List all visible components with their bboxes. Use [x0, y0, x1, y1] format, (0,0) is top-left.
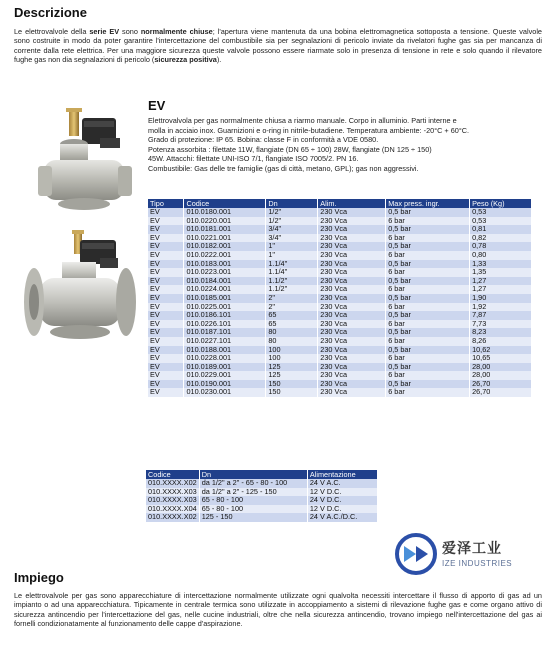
logo-text-english: IZE INDUSTRIES	[442, 559, 513, 568]
table-cell: 010.0223.001	[184, 268, 266, 277]
table-cell: 010.0222.001	[184, 251, 266, 260]
table-cell: 1.1/4"	[266, 260, 318, 269]
table-cell: 1,35	[470, 268, 532, 277]
table-cell: 010.0187.101	[184, 328, 266, 337]
table-cell: 7,73	[470, 320, 532, 329]
table-cell: EV	[148, 260, 184, 269]
descrizione-text-1: Le elettrovalvole della	[14, 27, 90, 36]
table-cell: 010.0228.001	[184, 354, 266, 363]
table-cell: 010.XXXX.X02	[146, 513, 199, 522]
table-cell: EV	[148, 277, 184, 286]
column-header: Codice	[184, 199, 266, 208]
table-cell: 0,5 bar	[386, 225, 470, 234]
table-cell: 80	[266, 328, 318, 337]
table-cell: 24 V A.C.	[307, 479, 377, 488]
table-cell: 010.0230.001	[184, 388, 266, 397]
table-cell: 1,27	[470, 285, 532, 294]
table-cell: 1,33	[470, 260, 532, 269]
table-cell: 1"	[266, 242, 318, 251]
table-cell: 7,87	[470, 311, 532, 320]
table-cell: 65 - 80 - 100	[199, 505, 307, 514]
table-cell: 230 Vca	[318, 234, 386, 243]
table-cell: EV	[148, 285, 184, 294]
table-cell: 0,80	[470, 251, 532, 260]
table-cell: 125 - 150	[199, 513, 307, 522]
table-cell: EV	[148, 346, 184, 355]
ev-models-table	[148, 199, 532, 397]
table-cell: 0,82	[470, 234, 532, 243]
table-cell: 1"	[266, 251, 318, 260]
table-cell: 3/4"	[266, 225, 318, 234]
table-cell: 0,5 bar	[386, 363, 470, 372]
table-cell: 6 bar	[386, 320, 470, 329]
table-cell: 230 Vca	[318, 380, 386, 389]
table-cell: 1.1/2"	[266, 277, 318, 286]
descrizione-text-4: ).	[216, 55, 222, 65]
table-cell: 1,27	[470, 277, 532, 286]
table-cell: EV	[148, 337, 184, 346]
table-cell: 010.0190.001	[184, 380, 266, 389]
table-cell: 6 bar	[386, 337, 470, 346]
table-cell: 80	[266, 337, 318, 346]
power-supply-table	[146, 470, 378, 522]
impiego-paragraph: Le elettrovalvole per gas sono apparecchiature di intercettazione normalmente utilizzate ogni qualvolta necessiti intercettare il flusso di apporto di gas ad un impianto o ad una apparecchiatura. Tipicamente in centrale termica sono utilizzate in accoppiamento a sistemi di rilevazione fughe gas e come organo attivo di sicurezza antincendio per l'intercettazione del gas, nelle cucine industriali, oltre che nella sicurezza antincendio, trovano impiego nell'intercettazione del gas ai fornelli condizionatamente al funzionamento delle cappe d'aspirazione.	[14, 591, 542, 629]
table-cell: 010.0180.001	[184, 208, 266, 217]
table-cell: EV	[148, 268, 184, 277]
table-cell: da 1/2" a 2" - 65 - 80 - 100	[199, 479, 307, 488]
column-header: Max press. ingr.	[386, 199, 470, 208]
column-header: Dn	[199, 470, 307, 479]
table-cell: EV	[148, 354, 184, 363]
table-cell: 65 - 80 - 100	[199, 496, 307, 505]
table-cell: 65	[266, 311, 318, 320]
table-cell: 010.0224.001	[184, 285, 266, 294]
descrizione-text-3: ; l'apertura viene mantenuta da una bobina elettromagnetica sottoposta a tensione. Queste valvole sono costruite in modo da poter garantire l'intercettazione del combustibile sia per segnalazioni di pericolo inviate da rivelatori fughe gas sia per mancanza di corrente dalla rete elettrica. Per una maggiore sicurezza queste valvole possono essere riarmate solo in presenza di tensione in rete e solo quando il rilevatore fughe gas non dia segnalazioni di pericolo (	[14, 27, 542, 65]
ev-line: Elettrovalvola per gas normalmente chiusa a riarmo manuale. Corpo in alluminio. Parti interne e	[148, 116, 457, 125]
table-cell: 010.0185.001	[184, 294, 266, 303]
table-cell: 0,81	[470, 225, 532, 234]
section-title-impiego: Impiego	[14, 570, 64, 585]
table-cell: 12 V D.C.	[307, 488, 377, 497]
table-cell: 230 Vca	[318, 260, 386, 269]
table-cell: 230 Vca	[318, 251, 386, 260]
descrizione-bold-chiuse: normalmente chiuse	[140, 27, 213, 36]
table-cell: 0,78	[470, 242, 532, 251]
table-cell: 0,5 bar	[386, 311, 470, 320]
table-cell: 230 Vca	[318, 268, 386, 277]
table-cell: 0,5 bar	[386, 346, 470, 355]
table-cell: 230 Vca	[318, 337, 386, 346]
table-cell: 010.0186.101	[184, 311, 266, 320]
table-cell: EV	[148, 208, 184, 217]
table-cell: 28,00	[470, 371, 532, 380]
table-cell: 230 Vca	[318, 320, 386, 329]
table-cell: 12 V D.C.	[307, 505, 377, 514]
table-cell: 0,5 bar	[386, 380, 470, 389]
table-cell: 1/2"	[266, 208, 318, 217]
table-cell: 0,5 bar	[386, 328, 470, 337]
ev-line: 45W. Attacchi: filettate UNI-ISO 7/1, flangiate ISO 7005/2. PN 16.	[148, 154, 359, 164]
table-cell: 010.0184.001	[184, 277, 266, 286]
table-cell: 6 bar	[386, 251, 470, 260]
table-cell: 6 bar	[386, 285, 470, 294]
table-cell: EV	[148, 320, 184, 329]
descrizione-text-2: sono	[119, 27, 141, 36]
table-cell: EV	[148, 251, 184, 260]
table-cell: 010.0226.101	[184, 320, 266, 329]
logo-text-chinese: 爱泽工业	[442, 540, 502, 556]
table-cell: 10,62	[470, 346, 532, 355]
column-header: Codice	[146, 470, 199, 479]
table-cell: 010.XXXX.X04	[146, 505, 199, 514]
table-cell: 010.0181.001	[184, 225, 266, 234]
column-header: Peso (Kg)	[470, 199, 532, 208]
table-cell: 010.0220.001	[184, 217, 266, 226]
ev-description	[148, 116, 540, 174]
table-cell: 230 Vca	[318, 285, 386, 294]
column-header: Alimentazione	[307, 470, 377, 479]
table-cell: EV	[148, 294, 184, 303]
table-cell: 230 Vca	[318, 328, 386, 337]
table-cell: 6 bar	[386, 388, 470, 397]
table-cell: 0,5 bar	[386, 242, 470, 251]
table-cell: 230 Vca	[318, 303, 386, 312]
table-cell: 230 Vca	[318, 242, 386, 251]
table-cell: EV	[148, 380, 184, 389]
table-cell: EV	[148, 303, 184, 312]
flanged-valve-image	[20, 228, 140, 348]
table-cell: 6 bar	[386, 268, 470, 277]
table-cell: 150	[266, 380, 318, 389]
table-cell: EV	[148, 311, 184, 320]
table-cell: EV	[148, 217, 184, 226]
table-cell: EV	[148, 388, 184, 397]
table-cell: 230 Vca	[318, 371, 386, 380]
ev-line: Grado di protezione: IP 65. Bobina: classe F in conformità a VDE 0580.	[148, 135, 379, 145]
table-cell: 0,5 bar	[386, 208, 470, 217]
table-cell: 10,65	[470, 354, 532, 363]
table-cell: 010.0225.001	[184, 303, 266, 312]
table-cell: 6 bar	[386, 303, 470, 312]
table-cell: 230 Vca	[318, 354, 386, 363]
table-cell: 1.1/4"	[266, 268, 318, 277]
table-cell: 0,5 bar	[386, 294, 470, 303]
column-header: Dn	[266, 199, 318, 208]
table-cell: 0,5 bar	[386, 277, 470, 286]
table-cell: 010.XXXX.X02	[146, 479, 199, 488]
table-cell: 24 V D.C.	[307, 496, 377, 505]
section-title-descrizione: Descrizione	[14, 5, 87, 20]
ev-line: molla in acciaio inox. Guarnizioni e o-ring in nitrile-butadiene. Temperatura ambiente: -20°C + 60°C.	[148, 125, 470, 135]
descrizione-bold-sicurezza: sicurezza positiva	[154, 55, 217, 65]
table-cell: 010.0221.001	[184, 234, 266, 243]
table-cell: 010.0229.001	[184, 371, 266, 380]
table-cell: 2"	[266, 303, 318, 312]
table-cell: 2"	[266, 294, 318, 303]
table-cell: 8,23	[470, 328, 532, 337]
table-cell: 65	[266, 320, 318, 329]
table-cell: 010.0188.001	[184, 346, 266, 355]
descrizione-paragraph	[14, 27, 542, 65]
table-cell: 0,53	[470, 217, 532, 226]
table-cell: 0,5 bar	[386, 260, 470, 269]
table-row	[146, 513, 378, 522]
table-cell: 150	[266, 388, 318, 397]
ev-line: Potenza assorbita : filettate 11W, flangiate (DN 65 ÷ 100) 28W, flangiate (DN 125 ÷ 150)	[148, 144, 432, 154]
table-cell: 230 Vca	[318, 294, 386, 303]
table-cell: EV	[148, 242, 184, 251]
table-cell: 010.0183.001	[184, 260, 266, 269]
table-cell: 28,00	[470, 363, 532, 372]
table-cell: 6 bar	[386, 234, 470, 243]
table-cell: 230 Vca	[318, 311, 386, 320]
table-cell: 1,92	[470, 303, 532, 312]
table-cell: 1,90	[470, 294, 532, 303]
table-cell: 010.0189.001	[184, 363, 266, 372]
table-cell: 6 bar	[386, 217, 470, 226]
table-cell: 230 Vca	[318, 225, 386, 234]
table-cell: 1/2"	[266, 217, 318, 226]
table-cell: 8,26	[470, 337, 532, 346]
table-cell: 010.0227.101	[184, 337, 266, 346]
table-cell: 100	[266, 354, 318, 363]
table-cell: da 1/2" a 2" - 125 - 150	[199, 488, 307, 497]
table-cell: EV	[148, 225, 184, 234]
table-cell: 010.0182.001	[184, 242, 266, 251]
table-cell: 0,53	[470, 208, 532, 217]
table-cell: 6 bar	[386, 371, 470, 380]
table-cell: 230 Vca	[318, 217, 386, 226]
table-cell: 230 Vca	[318, 208, 386, 217]
table-cell: 6 bar	[386, 354, 470, 363]
table-cell: EV	[148, 371, 184, 380]
table-cell: 230 Vca	[318, 277, 386, 286]
table-cell: EV	[148, 234, 184, 243]
column-header: Tipo	[148, 199, 184, 208]
table-cell: 26,70	[470, 388, 532, 397]
table-cell: EV	[148, 328, 184, 337]
table-cell: 010.XXXX.X03	[146, 496, 199, 505]
table-cell: 230 Vca	[318, 363, 386, 372]
table-cell: 125	[266, 363, 318, 372]
column-header: Alim.	[318, 199, 386, 208]
table-cell: 125	[266, 371, 318, 380]
ev-title: EV	[148, 98, 166, 113]
ev-line: Combustibile: Gas delle tre famiglie (gas di città, metano, GPL); gas non aggressivi.	[148, 163, 419, 173]
table-cell: EV	[148, 363, 184, 372]
table-cell: 230 Vca	[318, 346, 386, 355]
table-cell: 230 Vca	[318, 388, 386, 397]
threaded-valve-image	[34, 108, 134, 218]
table-cell: 1.1/2"	[266, 285, 318, 294]
table-cell: 24 V A.C./D.C.	[307, 513, 377, 522]
table-cell: 3/4"	[266, 234, 318, 243]
descrizione-bold-serie: serie EV	[89, 27, 120, 36]
table-row	[148, 388, 532, 397]
table-cell: 26,70	[470, 380, 532, 389]
table-cell: 010.XXXX.X03	[146, 488, 199, 497]
table-cell: 100	[266, 346, 318, 355]
